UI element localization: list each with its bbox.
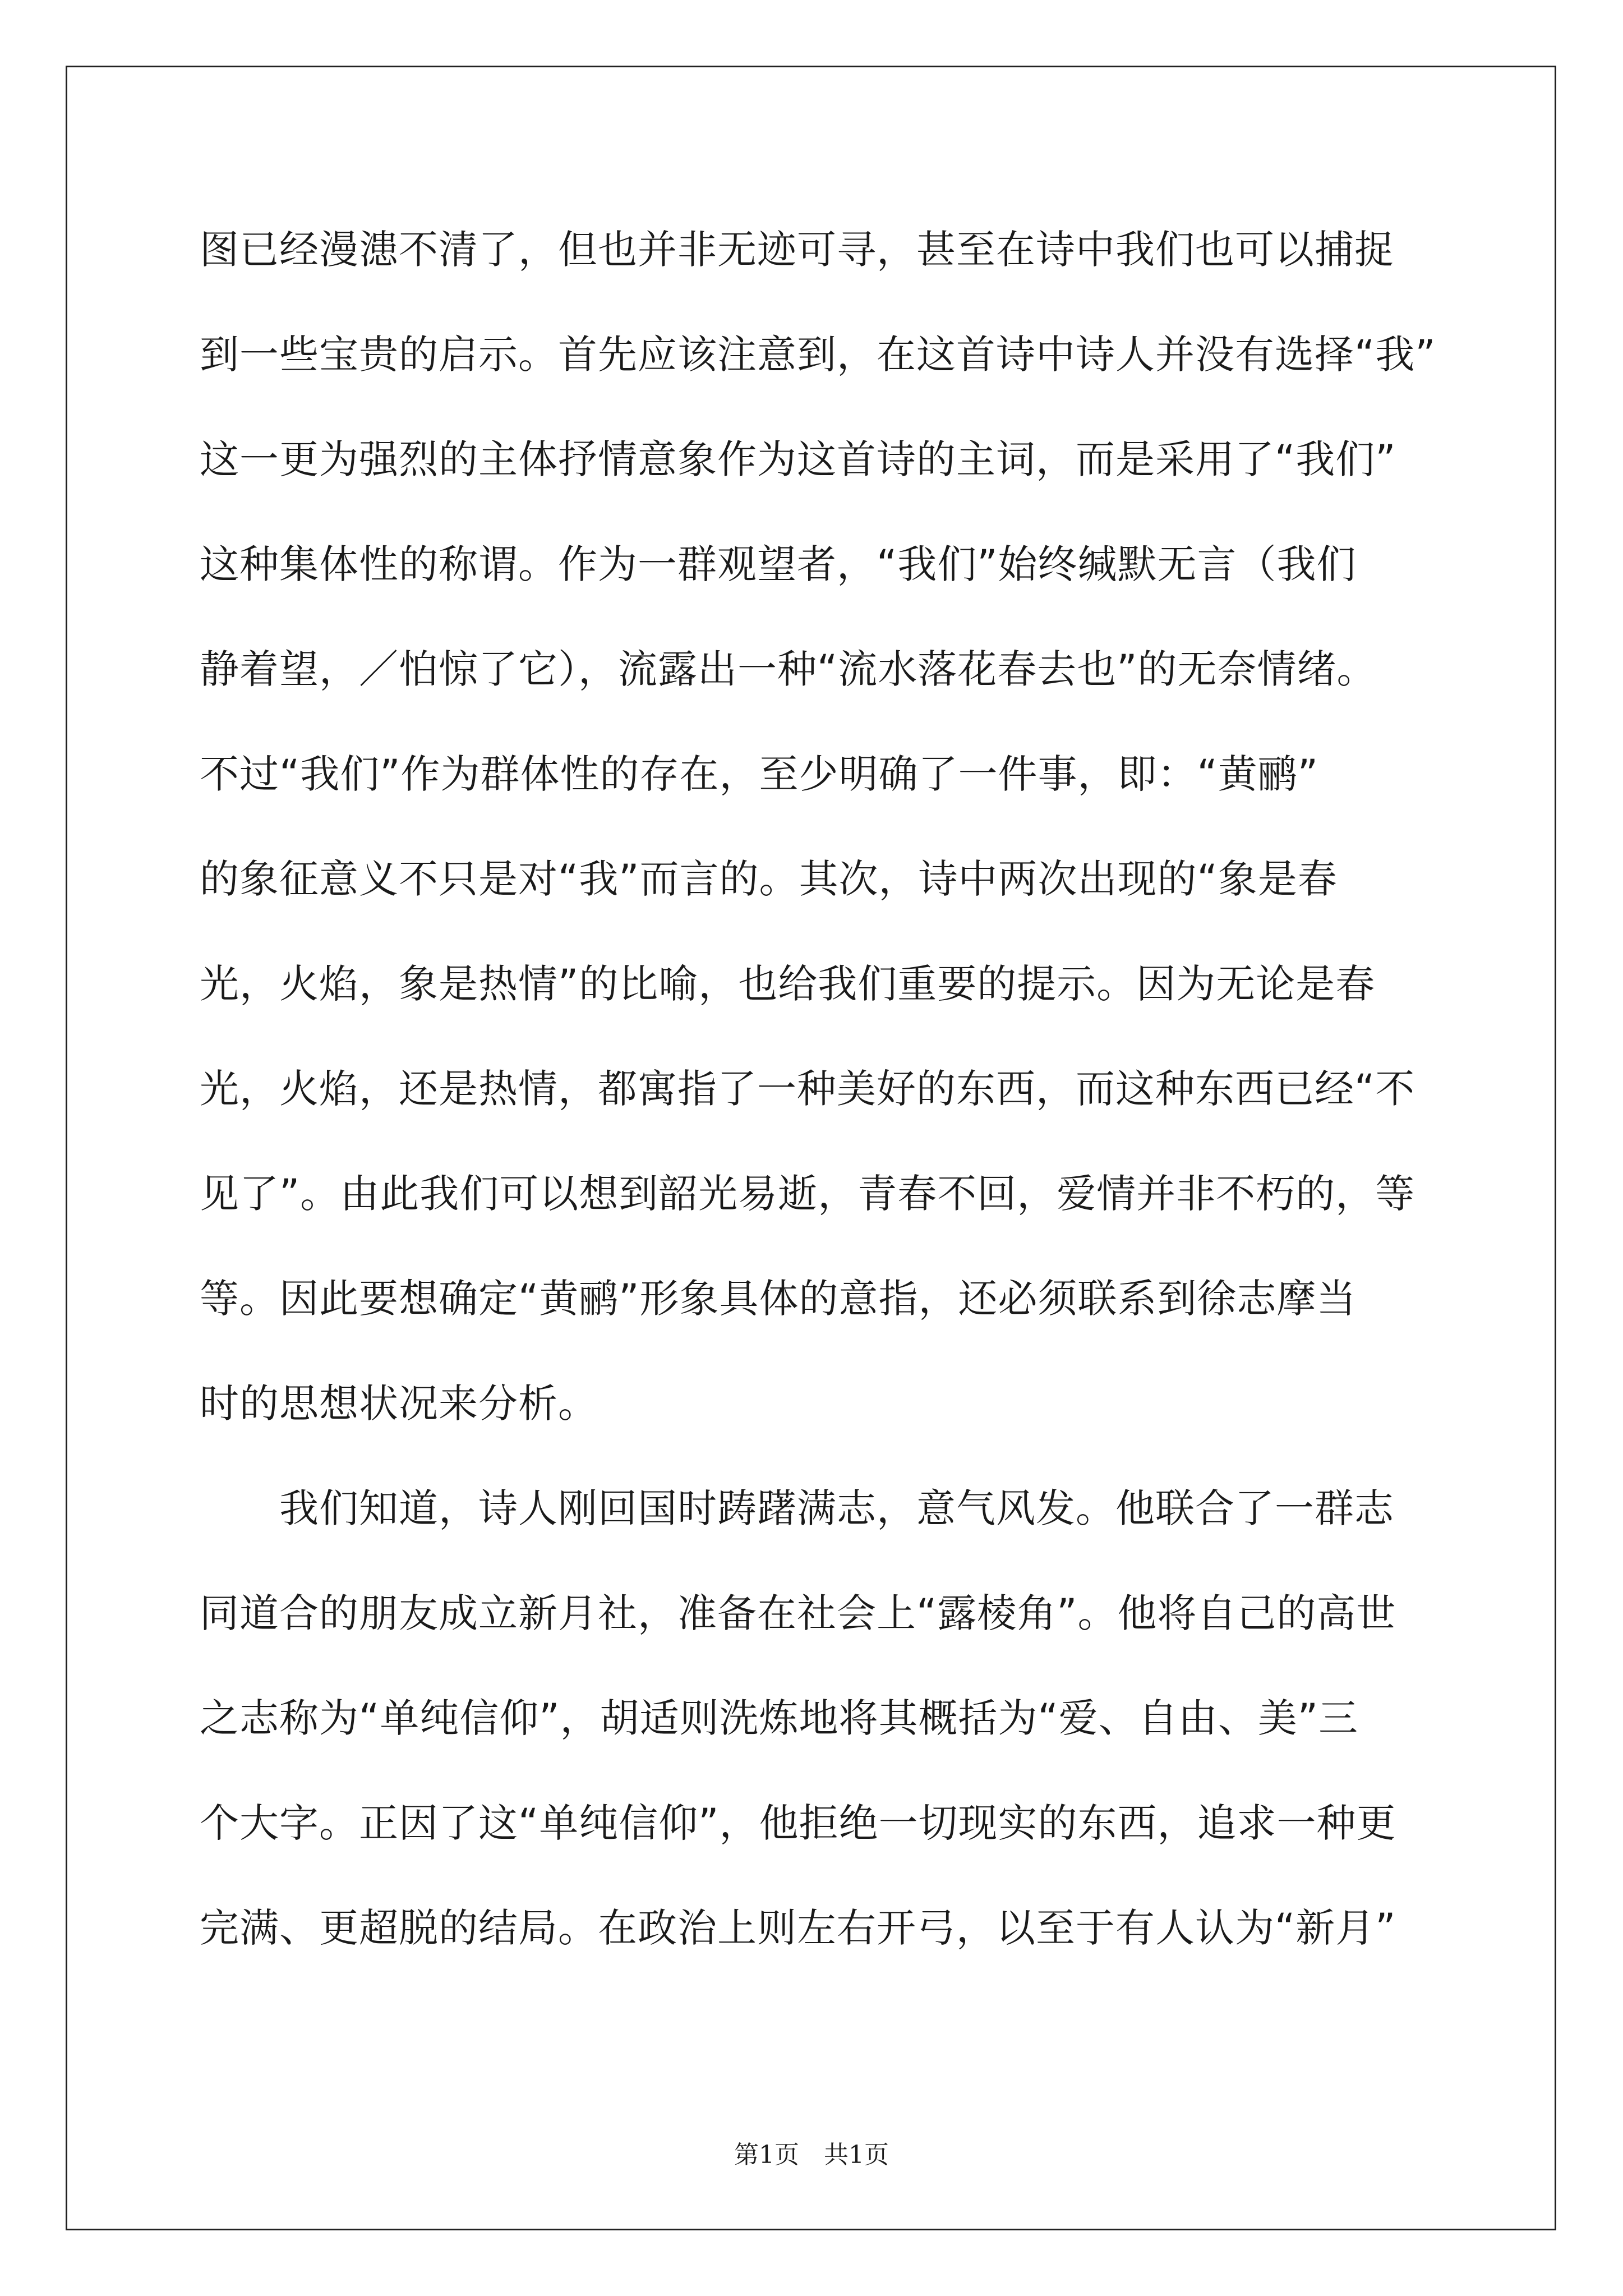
text-line: 见了”。由此我们可以想到韶光易逝，青春不回，爱情并非不朽的，等 <box>200 1171 1415 1217</box>
text-line: 静着望，／怕惊了它），流露出一种“流水落花春去也”的无奈情绪。 <box>200 646 1377 692</box>
text-line: 等。因此要想确定“黄鹂”形象具体的意指，还必须联系到徐志摩当 <box>200 1276 1357 1322</box>
text-line: 之志称为“单纯信仰”，胡适则洗炼地将其概括为“爱、自由、美”三 <box>200 1695 1359 1741</box>
text-line: 时的思想状况来分析。 <box>200 1381 598 1427</box>
text-line: 这种集体性的称谓。作为一群观望者，“我们”始终缄默无言（我们 <box>200 541 1357 587</box>
text-line: 个大字。正因了这“单纯信仰”，他拒绝一切现实的东西，追求一种更 <box>200 1800 1396 1846</box>
text-line: 图已经漫漶不清了，但也并非无迹可寻，甚至在诗中我们也可以捕捉 <box>200 227 1394 273</box>
page-number-footer: 第1页 共1页 <box>734 2141 889 2169</box>
text-line: 光，火焰，还是热情，都寓指了一种美好的东西，而这种东西已经“不 <box>200 1066 1415 1112</box>
text-line: 不过“我们”作为群体性的存在，至少明确了一件事，即：“黄鹂” <box>200 751 1319 797</box>
text-line: 同道合的朋友成立新月社，准备在社会上“露棱角”。他将自己的高世 <box>200 1590 1396 1636</box>
text-line: 我们知道，诗人刚回国时踌躇满志，意气风发。他联合了一群志 <box>200 1485 1394 1531</box>
text-line: 光，火焰，象是热情”的比喻，也给我们重要的提示。因为无论是春 <box>200 961 1376 1007</box>
text-line: 的象征意义不只是对“我”而言的。其次，诗中两次出现的“象是春 <box>200 856 1338 902</box>
text-line: 完满、更超脱的结局。在政治上则左右开弓，以至于有人认为“新月” <box>200 1905 1396 1951</box>
text-line: 这一更为强烈的主体抒情意象作为这首诗的主词，而是采用了“我们” <box>200 436 1396 482</box>
text-line: 到一些宝贵的启示。首先应该注意到，在这首诗中诗人并没有选择“我” <box>200 332 1436 378</box>
